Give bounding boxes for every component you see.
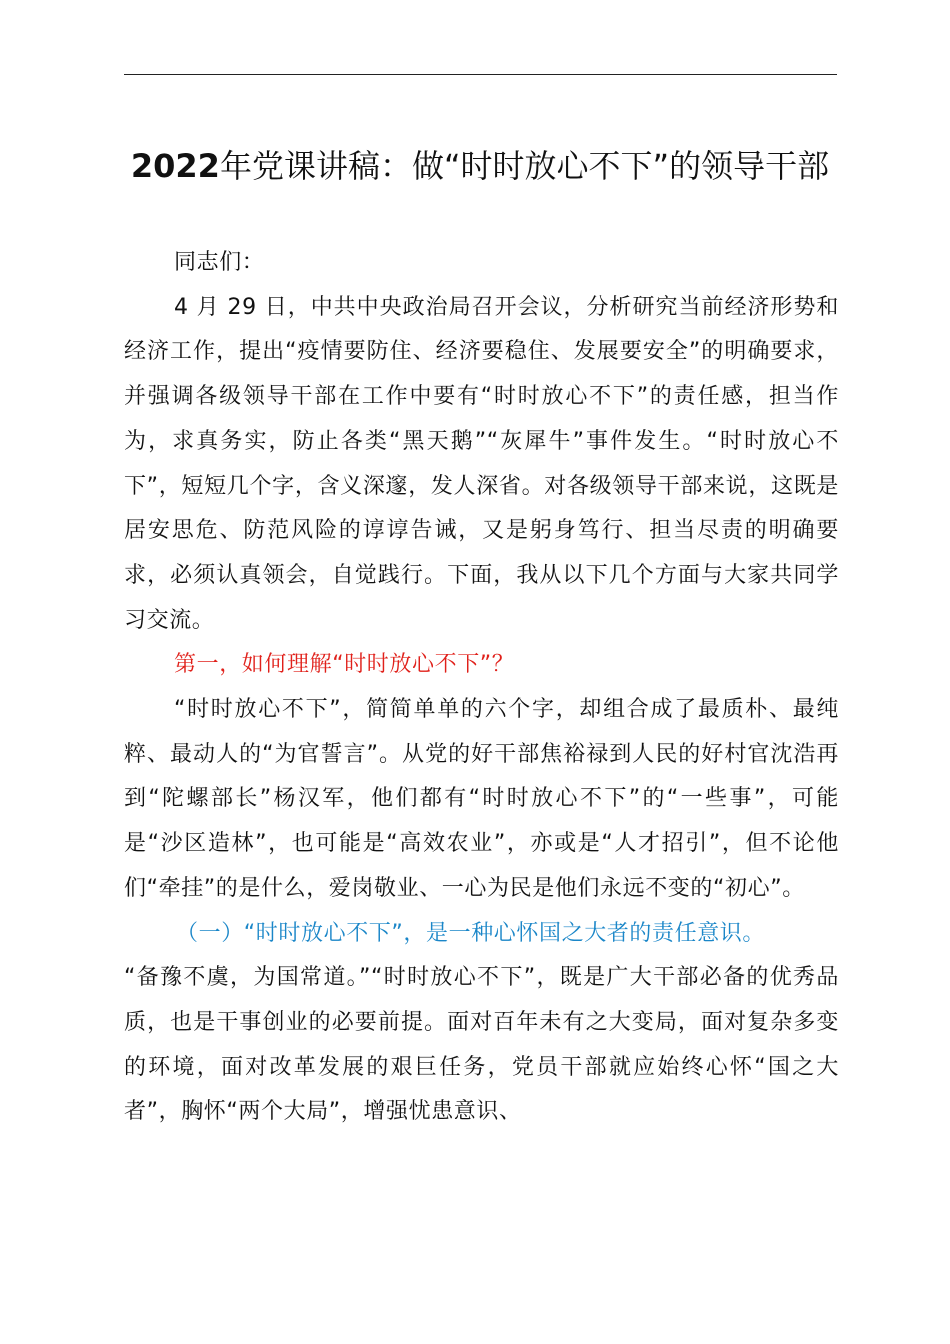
- title-text: 年党课讲稿：做“时时放心不下”的领导干部: [219, 147, 830, 185]
- section-heading-1: 第一，如何理解“时时放心不下”？: [174, 652, 515, 678]
- paragraph-2: “时时放心不下”，简简单单的六个字，却组合成了最质朴、最纯粹、最动人的“为官誓言”。从党的好干部焦裕禄到人民的好村官沈浩再到“陀螺部长”杨汉军，他们都有“时时放心不下”的“一些事”，可能是“沙区造林”，也可能是“高效农业”，亦或是“人才招引”，但不论他们“牵挂”的是什么，爱岗敬业、一心为民是他们永远不变的“初心”。: [124, 697, 839, 901]
- header-rule: [124, 74, 837, 75]
- document-body: [124, 241, 839, 1135]
- salutation: 同志们：: [174, 250, 265, 275]
- document-title: [110, 140, 850, 192]
- paragraph-1: 4 月 29 日，中共中央政治局召开会议，分析研究当前经济形势和经济工作，提出“疫情要防住、经济要稳住、发展要安全”的明确要求，并强调各级领导干部在工作中要有“时时放心不下”的责任感，担当作为，求真务实，防止各类“黑天鹅”“灰犀牛”事件发生。“时时放心不下”，短短几个字，含义深邃，发人深省。对各级领导干部来说，这既是居安思危、防范风险的谆谆告诫，又是躬身笃行、担当尽责的明确要求，必须认真领会，自觉践行。下面，我从以下几个方面与大家共同学习交流。: [124, 294, 839, 633]
- paragraph-3: “备豫不虞，为国常道。”“时时放心不下”，既是广大干部必备的优秀品质，也是干事创业的必要前提。面对百年未有之大变局，面对复杂多变的环境，面对改革发展的艰巨任务，党员干部就应始终心怀“国之大者”，胸怀“两个大局”，增强忧患意识、: [124, 965, 839, 1125]
- subsection-heading-1: （一）“时时放心不下”，是一种心怀国之大者的责任意识。: [176, 920, 765, 946]
- title-year: 2022: [130, 147, 220, 185]
